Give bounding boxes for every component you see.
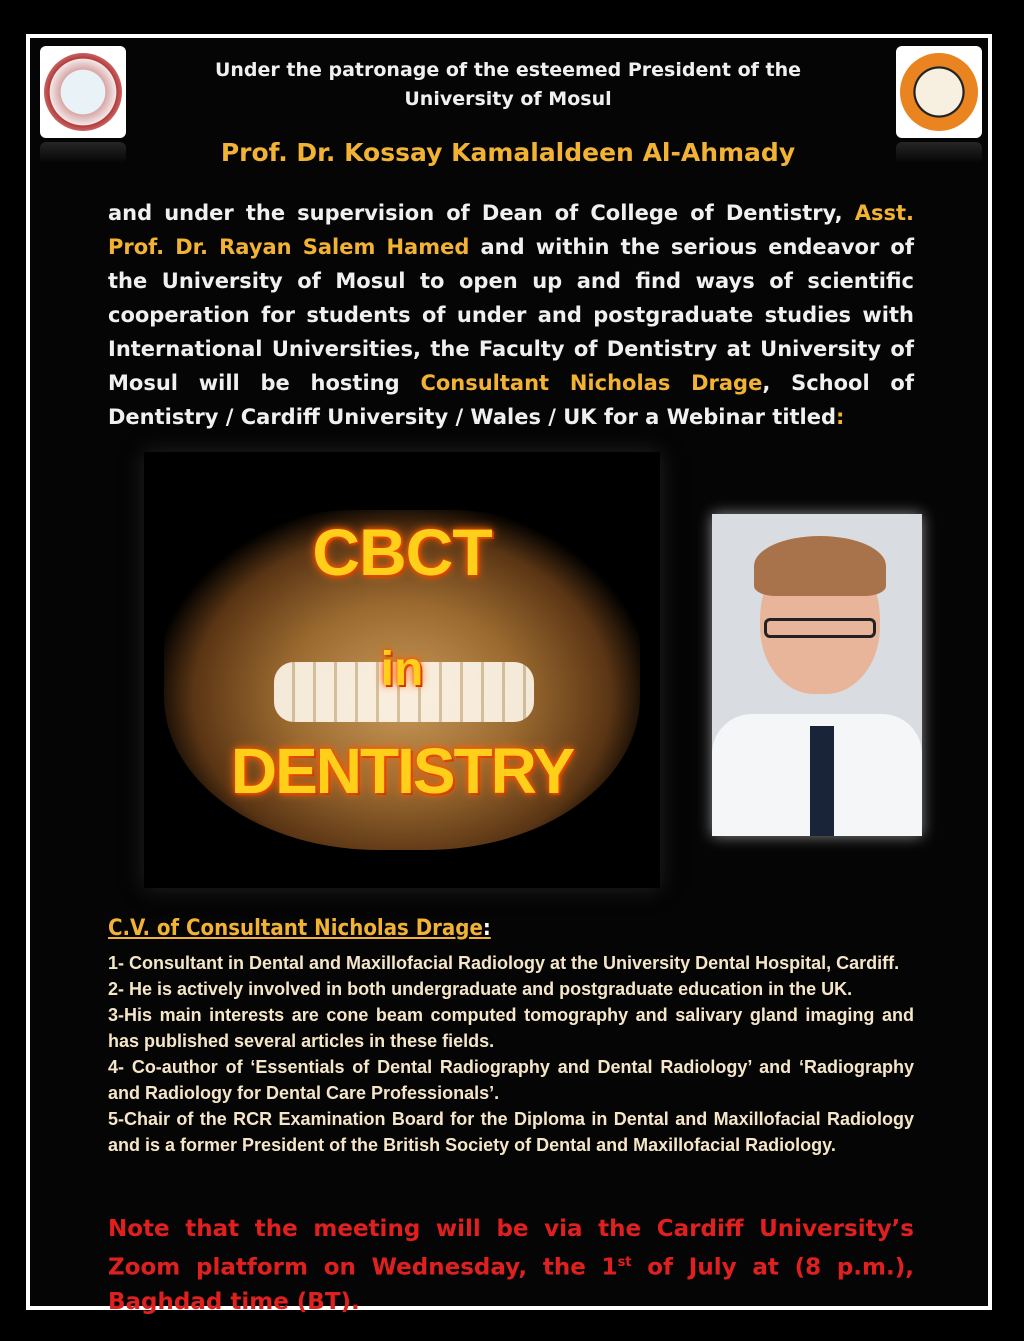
cv-item: 5-Chair of the RCR Examination Board for the Diploma in Dental and Maxillofacial Radiology and is a former President of the British Society of Dental and Maxillofacial Radiology. — [108, 1109, 914, 1155]
cv-list — [108, 950, 914, 1158]
college-seal-icon — [900, 53, 978, 131]
university-seal-icon — [44, 53, 122, 131]
intro-colon: : — [836, 405, 845, 429]
cv-title-colon: : — [482, 916, 491, 941]
intro-part-1: and under the supervision of Dean of College of Dentistry, — [108, 201, 855, 225]
webinar-title-line-2: in — [380, 643, 424, 696]
note-part-2: of July at (8 p.m.), Baghdad time (BT). — [108, 1254, 915, 1315]
photo-tie — [810, 726, 834, 836]
cv-title — [108, 916, 491, 941]
university-logo — [40, 46, 126, 138]
intro-part-3: , School of Dentistry / Cardiff University / Wales / UK for a Webinar titled — [108, 371, 914, 429]
patronage-line-2: University of Mosul — [404, 88, 612, 110]
cv-item: 2- He is actively involved in both undergraduate and postgraduate education in the UK. — [108, 979, 853, 999]
patronage-line-1: Under the patronage of the esteemed President of the — [214, 59, 802, 81]
webinar-title-line-1: CBCT — [312, 515, 492, 589]
cv-item: 4- Co-author of ‘Essentials of Dental Radiography and Dental Radiology’ and ‘Radiography and Radiology for Dental Care Professionals’. — [108, 1057, 914, 1103]
cv-item: 1- Consultant in Dental and Maxillofacial Radiology at the University Dental Hospital, Cardiff. — [108, 953, 900, 973]
webinar-title-image — [144, 452, 660, 888]
dean-name: Asst. Prof. Dr. Rayan Salem Hamed — [108, 201, 914, 259]
photo-glasses — [764, 618, 876, 638]
webinar-title-line-3: DENTISTRY — [230, 735, 574, 807]
logo-reflection — [896, 142, 982, 164]
note-superscript: st — [617, 1255, 632, 1270]
note-part-1: Note that the meeting will be via the Cardiff University’s Zoom platform on Wednesday, the 1 — [108, 1216, 914, 1281]
speaker-name: Consultant Nicholas Drage — [420, 371, 763, 395]
president-name: Prof. Dr. Kossay Kamalaldeen Al-Ahmady — [220, 138, 796, 167]
cv-item: 3-His main interests are cone beam computed tomography and salivary gland imaging and has published several articles in these fields. — [108, 1005, 914, 1051]
cv-title-text: C.V. of Consultant Nicholas Drage — [108, 916, 483, 941]
photo-hair — [754, 536, 886, 596]
intro-part-2: and within the serious endeavor of the University of Mosul to open up and find ways of scientific cooperation for students of under and postgraduate studies with International Universities, the Faculty of Dentistry at University of Mosul will be hosting — [108, 235, 914, 395]
meeting-note — [108, 1212, 914, 1319]
intro-paragraph — [108, 196, 914, 434]
patronage-text — [200, 56, 816, 114]
logo-reflection — [40, 142, 126, 164]
speaker-photo — [712, 514, 922, 836]
college-logo — [896, 46, 982, 138]
